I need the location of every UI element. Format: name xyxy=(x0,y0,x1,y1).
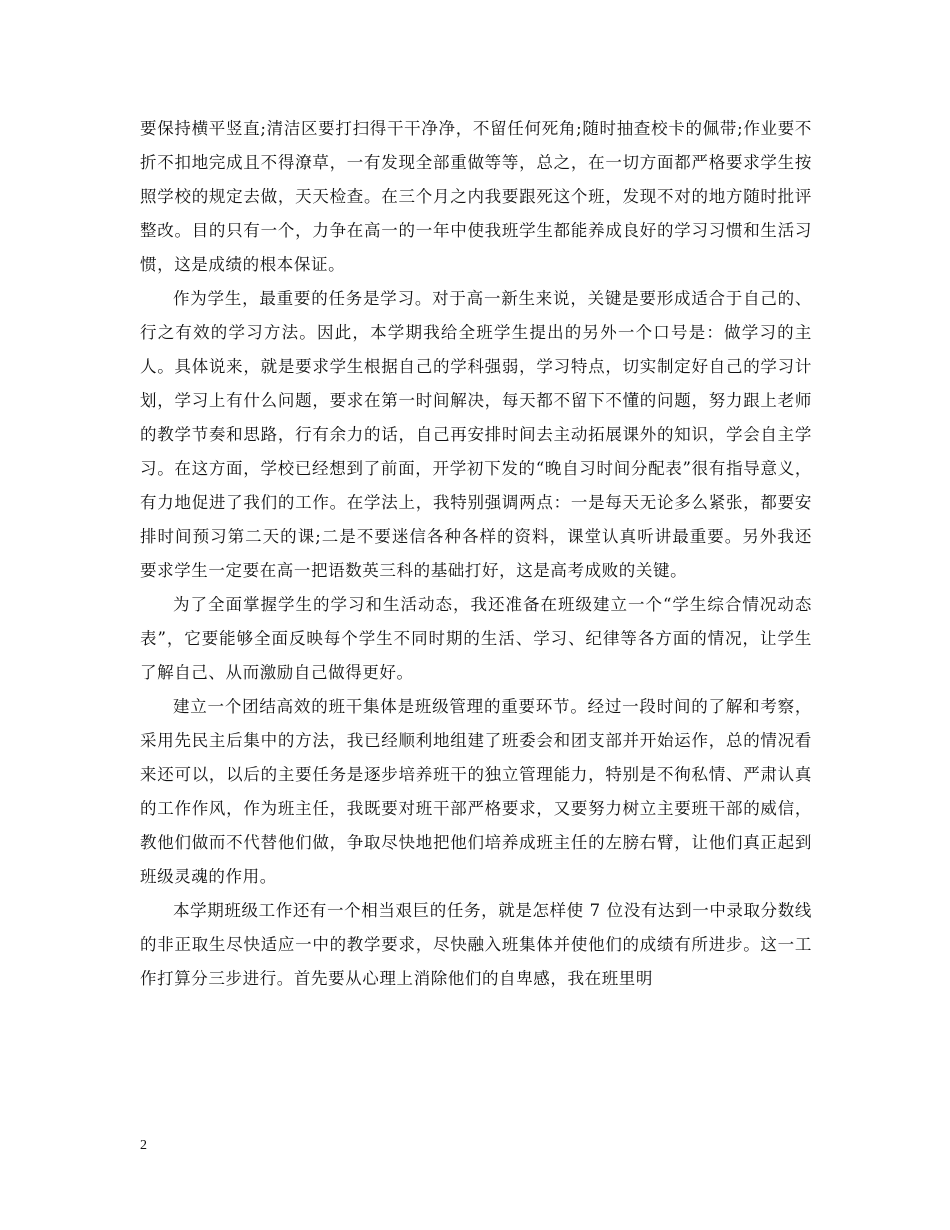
paragraph-5: 本学期班级工作还有一个相当艰巨的任务，就是怎样使 7 位没有达到一中录取分数线的非正取生尽快适应一中的教学要求，尽快融入班集体并使他们的成绩有所进步。这一工作打算分三步进行。首先要从心理上消除他们的自卑感，我在班里明 xyxy=(140,901,812,988)
paragraph-2: 作为学生，最重要的任务是学习。对于高一新生来说，关键是要形成适合于自己的、行之有效的学习方法。因此，本学期我给全班学生提出的另外一个口号是：做学习的主人。具体说来，就是要求学生根据自己的学科强弱，学习特点，切实制定好自己的学习计划，学习上有什么问题，要求在第一时间解决，每天都不留下不懂的问题，努力跟上老师的教学节奏和思路，行有余力的话，自己再安排时间去主动拓展课外的知识，学会自主学习。在这方面，学校已经想到了前面，开学初下发的“晚自习时间分配表”很有指导意义，有力地促进了我们的工作。在学法上，我特别强调两点：一是每天无论多么紧张，都要安排时间预习第二天的课;二是不要迷信各种各样的资料，课堂认真听讲最重要。另外我还要求学生一定要在高一把语数英三科的基础打好，这是高考成败的关键。 xyxy=(140,289,812,580)
paragraph-3: 为了全面掌握学生的学习和生活动态，我还准备在班级建立一个“学生综合情况动态表”，它要能够全面反映每个学生不同时期的生活、学习、纪律等各方面的情况，让学生了解自己、从而激励自己做得更好。 xyxy=(140,595,812,682)
page-number: 2 xyxy=(140,1138,147,1153)
paragraph-4: 建立一个团结高效的班干集体是班级管理的重要环节。经过一段时间的了解和考察，采用先民主后集中的方法，我已经顺利地组建了班委会和团支部并开始运作，总的情况看来还可以，以后的主要任务是逐步培养班干的独立管理能力，特别是不徇私情、严肃认真的工作作风，作为班主任，我既要对班干部严格要求，又要努力树立主要班干部的威信，教他们做而不代替他们做，争取尽快地把他们培养成班主任的左膀右臂，让他们真正起到班级灵魂的作用。 xyxy=(140,697,812,886)
document-body xyxy=(140,112,812,996)
paragraph-1: 要保持横平竖直;清洁区要打扫得干干净净，不留任何死角;随时抽查校卡的佩带;作业要不折不扣地完成且不得潦草，一有发现全部重做等等，总之，在一切方面都严格要求学生按照学校的规定去做，天天检查。在三个月之内我要跟死这个班，发现不对的地方随时批评整改。目的只有一个，力争在高一的一年中使我班学生都能养成良好的学习习惯和生活习惯，这是成绩的根本保证。 xyxy=(140,119,812,274)
